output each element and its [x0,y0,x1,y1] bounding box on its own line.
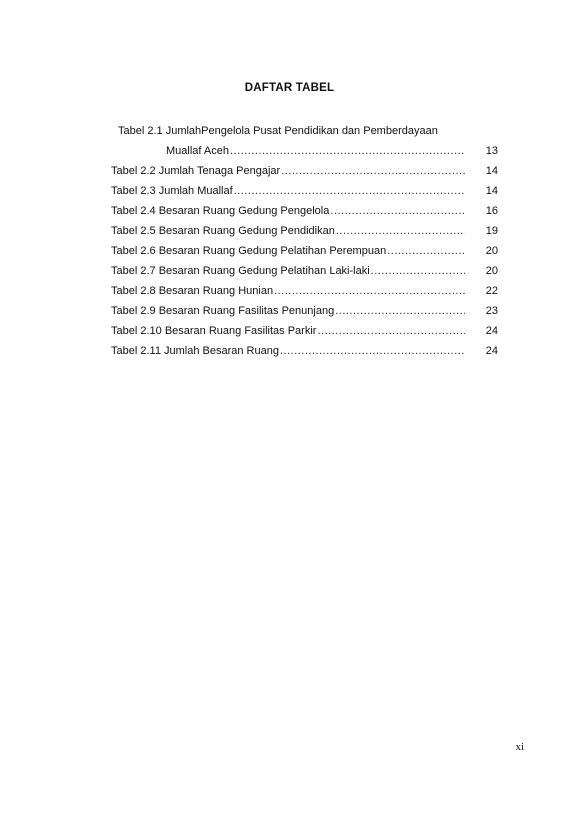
toc-entry-label: Tabel 2.2 Jumlah Tenaga Pengajar [111,165,281,177]
toc-entry-page: 20 [485,265,498,277]
toc-entry-2-1[interactable] [111,121,498,161]
toc-entry-label: Tabel 2.6 Besaran Ruang Gedung Pelatihan Perempuan [111,245,387,257]
toc-entry-2-8[interactable] [111,281,498,301]
toc-entry-label: Tabel 2.3 Jumlah Muallaf [111,185,233,197]
toc-entry-page: 14 [485,185,498,197]
toc-entry-page: 16 [485,205,498,217]
toc-entry-label: Tabel 2.8 Besaran Ruang Hunian [111,285,274,297]
toc-entry-label-continued: Muallaf Aceh [166,145,229,157]
toc-entry-page: 20 [485,245,498,257]
toc-entry-2-5[interactable] [111,221,498,241]
toc-entry-label: Tabel 2.10 Besaran Ruang Fasilitas Parkir [111,325,317,337]
dot-leader [330,201,465,221]
dot-leader [336,221,465,241]
dot-leader [280,341,465,361]
toc-entry-2-9[interactable] [111,301,498,321]
dot-leader [274,281,465,301]
page-title: DAFTAR TABEL [244,82,335,94]
toc-entry-2-11[interactable] [111,341,498,361]
toc-entry-2-3[interactable] [111,181,498,201]
toc-entry-page: 14 [485,165,498,177]
toc-entry-2-2[interactable] [111,161,498,181]
toc-entry-label: Tabel 2.7 Besaran Ruang Gedung Pelatihan Laki-laki [111,265,370,277]
dot-leader [281,161,465,181]
toc-entry-2-6[interactable] [111,241,498,261]
dot-leader [234,181,465,201]
page-number: xi [515,741,524,753]
dot-leader [387,241,465,261]
dot-leader [230,141,465,161]
toc-entry-page: 24 [485,345,498,357]
toc-entry-label: Tabel 2.11 Jumlah Besaran Ruang [111,345,279,357]
toc-entry-2-7[interactable] [111,261,498,281]
toc-entry-page: 23 [485,305,498,317]
toc-entry-label: Tabel 2.4 Besaran Ruang Gedung Pengelola [111,205,330,217]
toc-entry-page: 13 [485,145,498,157]
dot-leader [371,261,465,281]
table-of-tables [111,121,498,361]
toc-entry-label: Tabel 2.5 Besaran Ruang Gedung Pendidikan [111,225,335,237]
toc-entry-2-4[interactable] [111,201,498,221]
dot-leader [335,301,465,321]
toc-entry-page: 24 [485,325,498,337]
toc-entry-label: Tabel 2.9 Besaran Ruang Fasilitas Penunjang [111,305,335,317]
toc-entry-2-10[interactable] [111,321,498,341]
dot-leader [317,321,465,341]
toc-entry-page: 19 [485,225,498,237]
toc-entry-page: 22 [485,285,498,297]
toc-entry-label: Tabel 2.1 JumlahPengelola Pusat Pendidikan dan Pemberdayaan [118,125,438,137]
